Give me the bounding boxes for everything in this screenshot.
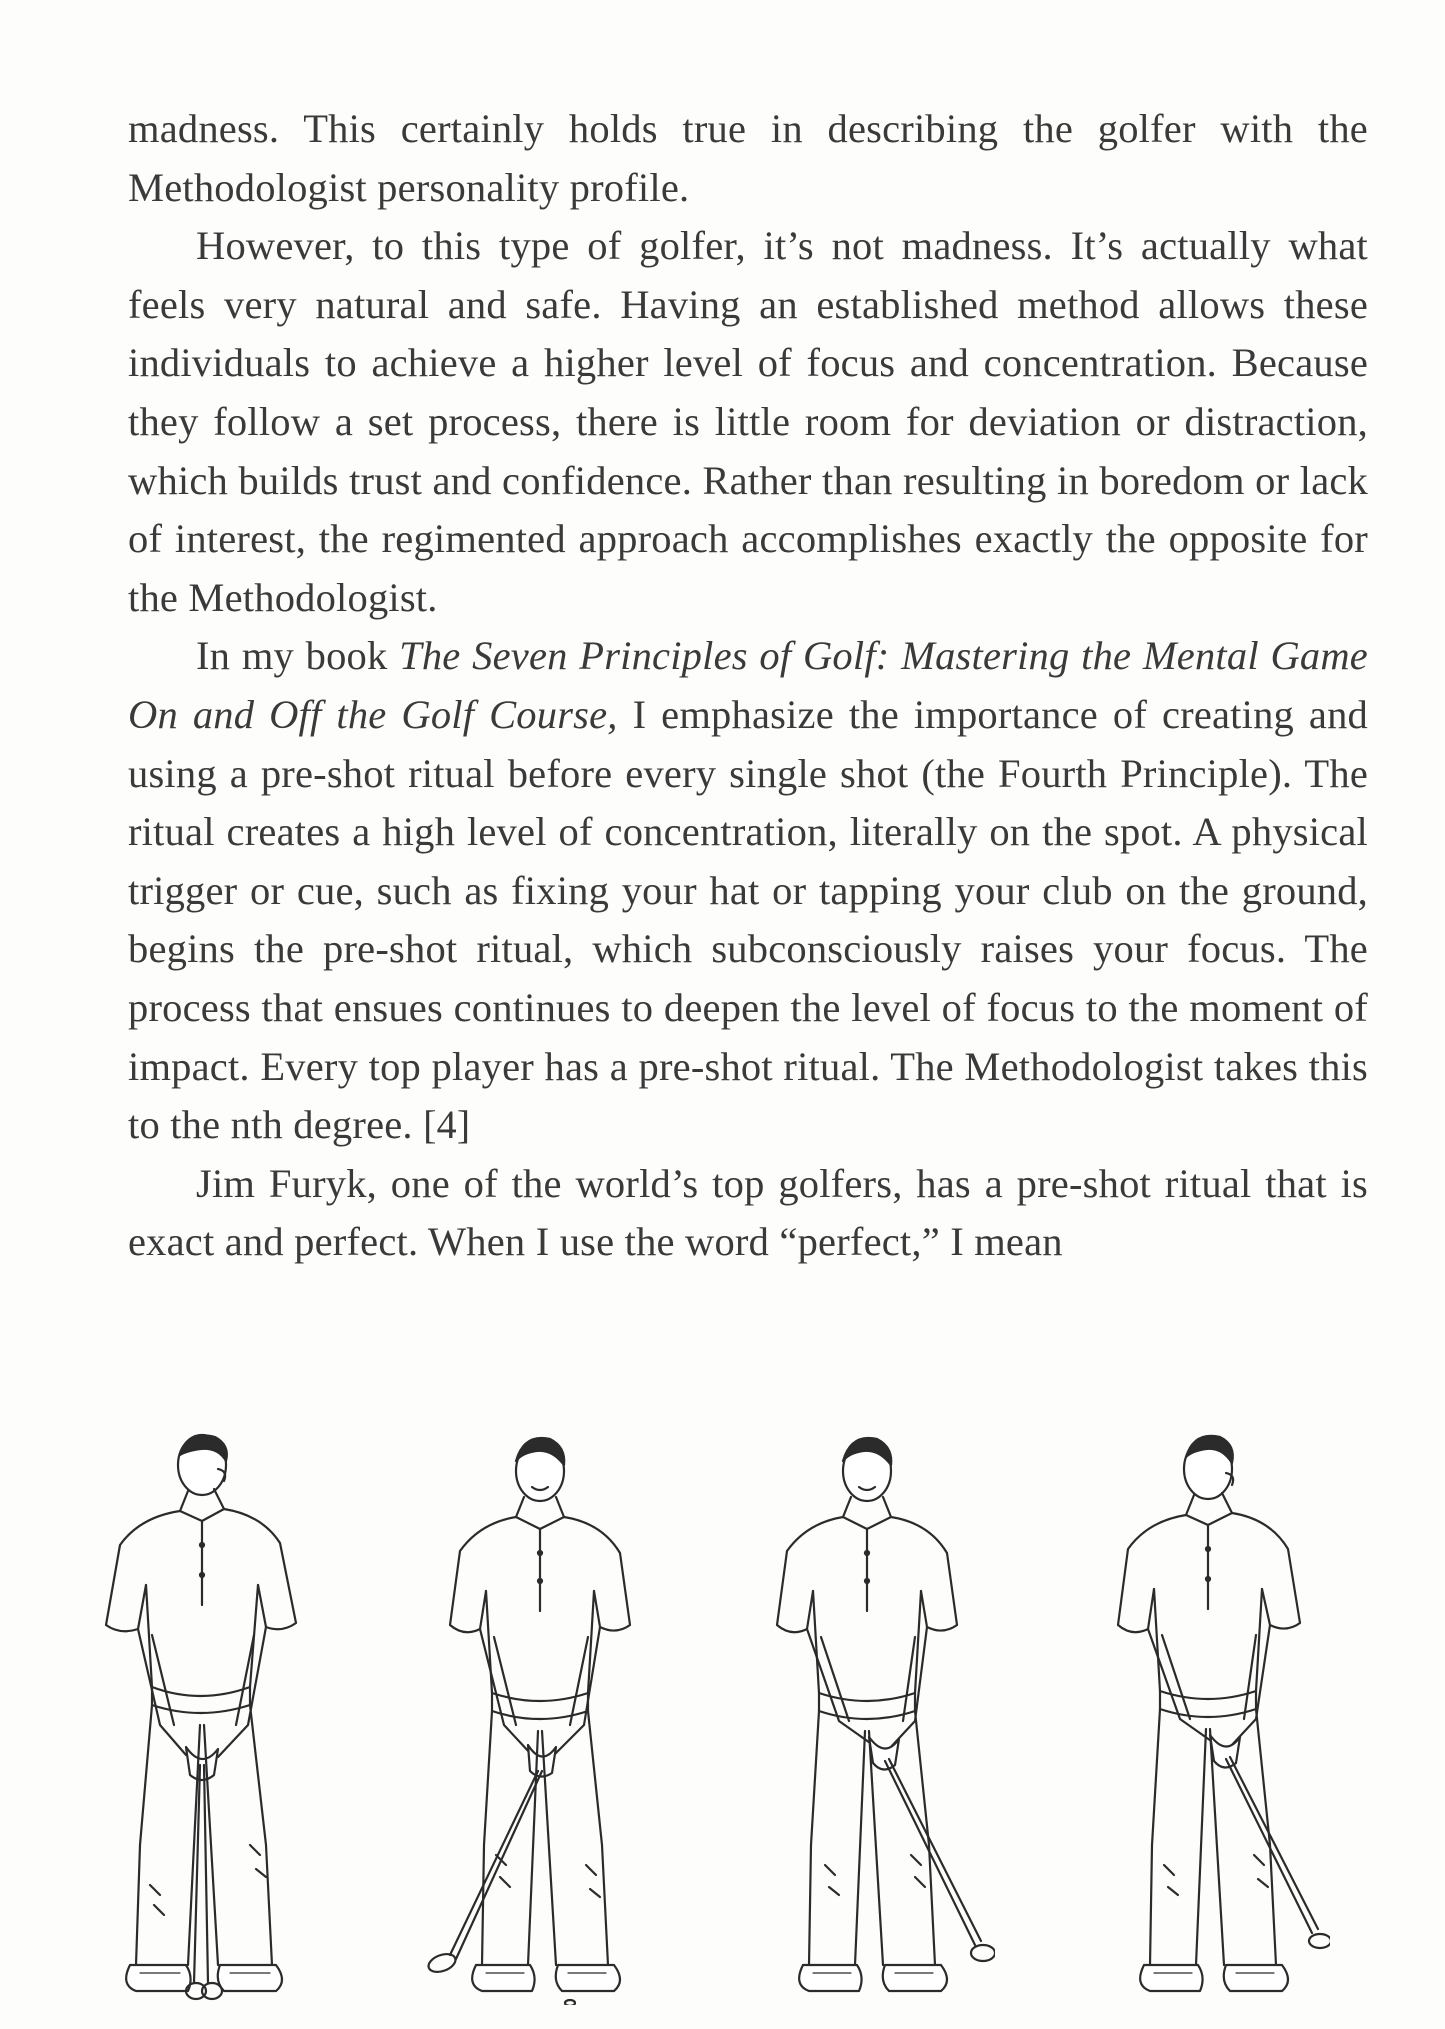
text-segment: madness. This certainly holds true in describing the golfer with the Methodologist personality profile. — [128, 106, 1368, 210]
golfer-figure-3 — [755, 1425, 995, 2005]
text-segment: The Seven Principles of Golf: Mastering the Mental Game On and Off the Golf Course, — [128, 633, 1368, 737]
text-segment: However, to this type of golfer, it’s not madness. It’s actually what feels very natural and safe. Having an established method allows these individuals to achieve a higher level of focus and concentration. Because they follow a set process, there is little room for deviation or distraction, which builds trust and confidence. Rather than resulting in boredom or lack of interest, the regimented approach accomplishes exactly the opposite for the Methodologist. — [128, 223, 1368, 620]
golfer-figure-2 — [420, 1425, 660, 2005]
golfer-illustration-sequence — [90, 1425, 1390, 2015]
paragraph-4 — [128, 1155, 1368, 1272]
text-segment: In my book — [196, 633, 400, 679]
paragraph-3 — [128, 627, 1368, 1154]
paragraph-1 — [128, 100, 1368, 217]
body-text — [128, 100, 1368, 1272]
golfer-figure-1 — [90, 1425, 330, 2005]
text-segment: [4] — [423, 1102, 471, 1148]
text-segment: Jim Furyk, one of the world’s top golfers, has a pre-shot ritual that is exact and perfect. When I use the word “perfect,” I mean — [128, 1160, 1368, 1265]
paragraph-2 — [128, 217, 1368, 627]
golfer-figure-4 — [1090, 1425, 1330, 2005]
text-segment: I emphasize the importance of creating and using a pre-shot ritual before every single shot (the Fourth Principle). The ritual creates a high level of concentration, literally on the spot. A physical trigger or cue, such as fixing your hat or tapping your club on the ground, begins the pre-shot ritual, which subconsciously raises your focus. The process that ensues continues to deepen the level of focus to the moment of impact. Every top player has a pre-shot ritual. The Methodologist takes this to the nth degree. — [128, 691, 1368, 1148]
